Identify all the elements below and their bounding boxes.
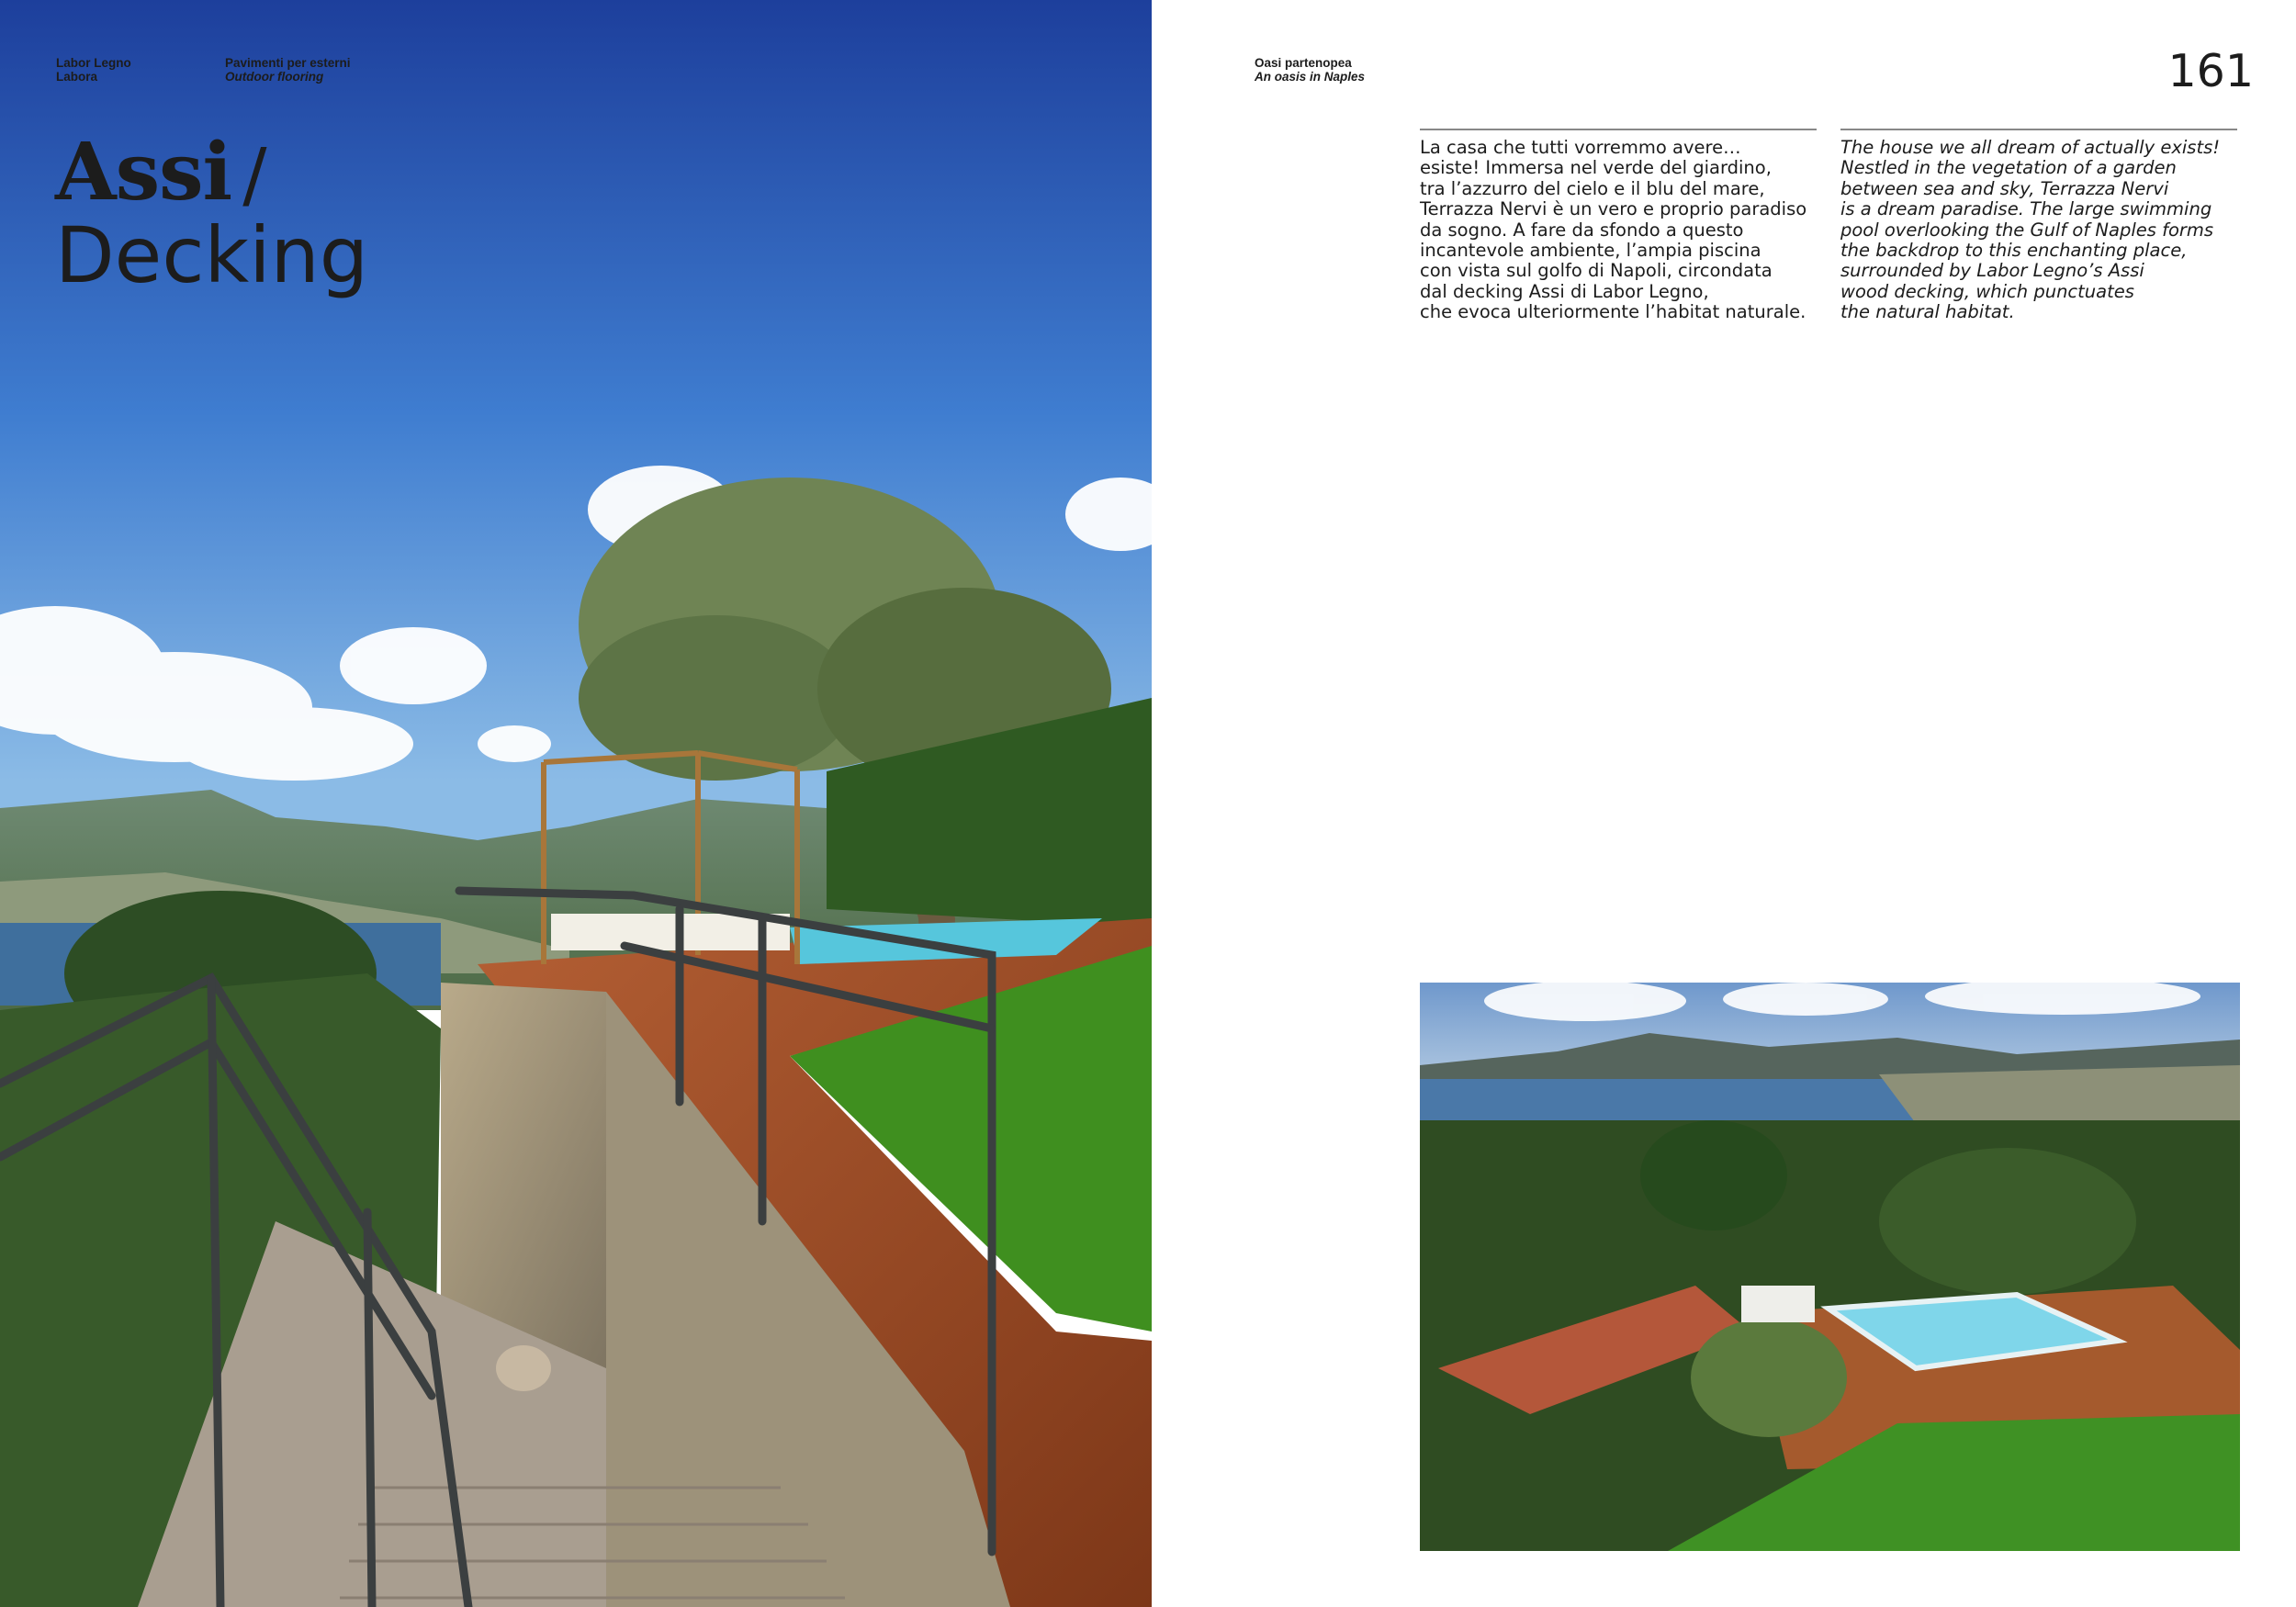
category-en: Outdoor flooring bbox=[225, 70, 324, 84]
body-paragraph-it: La casa che tutti vorremmo avere… esiste! Immersa nel verde del giardino, tra l’azzurro del cielo e il blu del mare, Terrazza Nervi è un vero e proprio paradiso da sogno. A fare da sfondo a questo incantevole ambiente, l’ampia piscina con vista sul golfo di Napoli, circondata dal decking Assi di Labor Legno, che evoca ulteriormente l’habitat naturale. bbox=[1420, 137, 1807, 323]
brand-name: Labor Legno bbox=[56, 56, 131, 70]
product-title bbox=[55, 126, 369, 300]
aerial-canopy bbox=[1741, 1286, 1815, 1322]
page-number: 161 bbox=[2167, 45, 2254, 97]
body-paragraph-en: The house we all dream of actually exists! Nestled in the vegetation of a garden between sea and sky, Terrazza Nervi is a dream paradise. The large swimming pool overlooking the Gulf of Naples forms the backdrop to this enchanting place, surrounded by Labor Legno’s Assi wood decking, which punctuates the natural habitat. bbox=[1840, 137, 2221, 323]
aerial-olive-tree bbox=[1691, 1318, 1847, 1437]
title-word-assi: Assi bbox=[55, 126, 232, 219]
section-it: Oasi partenopea bbox=[1255, 56, 1352, 70]
aerial-photo-image bbox=[1420, 983, 2240, 1551]
title-slash: / bbox=[242, 134, 266, 217]
running-head-category bbox=[225, 56, 351, 84]
category-it: Pavimenti per esterni bbox=[225, 56, 351, 70]
brand-line2: Labora bbox=[56, 70, 98, 84]
section-en: An oasis in Naples bbox=[1255, 70, 1366, 84]
running-head-section bbox=[1255, 56, 1365, 84]
title-line-1 bbox=[55, 126, 368, 219]
body-text-italian bbox=[1420, 129, 1817, 323]
right-page bbox=[1152, 0, 2296, 1607]
stone-urn bbox=[496, 1345, 551, 1391]
aerial-photo-pool bbox=[1420, 983, 2240, 1551]
running-head-brand bbox=[56, 56, 131, 84]
body-text-english bbox=[1840, 129, 2237, 323]
title-word-decking: Decking bbox=[55, 210, 369, 300]
